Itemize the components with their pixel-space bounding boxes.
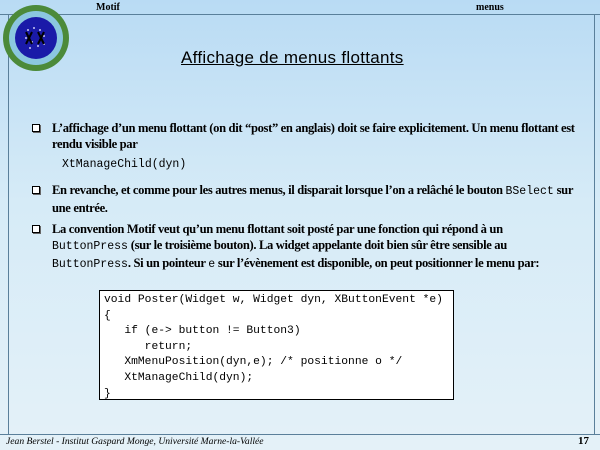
- bullet-2-text: [52, 182, 580, 216]
- logo-icon: [2, 4, 70, 72]
- left-margin-line: [8, 14, 9, 434]
- bullet-3-text-d: sur l’évènement est disponible, on peut positionner le menu par:: [215, 256, 540, 270]
- bullet-square-icon: [32, 124, 40, 132]
- footer-divider: [0, 434, 600, 435]
- code-block: [99, 290, 454, 400]
- footer-author: Jean Berstel - Institut Gaspard Monge, Université Marne-la-Vallée: [6, 436, 264, 447]
- bullet-3-text-c: . Si un pointeur: [127, 256, 209, 270]
- page-number: 17: [578, 435, 589, 447]
- bullet-2-text-a: En revanche, et comme pour les autres menus, il disparait lorsque l’on a relâché le bouton: [52, 183, 503, 197]
- bullet-3-text-a: La convention Motif veut qu’un menu flottant soit posté par une fonction qui répond à un: [52, 222, 503, 236]
- code-block-line: XmMenuPosition(dyn,e); /* positionne o */: [104, 356, 403, 369]
- code-block-line: XtManageChild(dyn);: [104, 371, 254, 384]
- bullet-2-code: BSelect: [505, 185, 554, 198]
- bullet-3-code-c: e: [208, 258, 216, 271]
- slide-title: Affichage de menus flottants: [181, 48, 404, 67]
- header-divider: [0, 14, 600, 15]
- bullet-3-code-b: ButtonPress: [52, 258, 128, 271]
- code-block-line: if (e-> button != Button3): [104, 325, 301, 338]
- right-margin-line: [594, 14, 595, 434]
- code-inline-line: XtManageChild(dyn): [62, 158, 187, 171]
- header-left: Motif: [96, 2, 120, 13]
- bullet-square-icon: [32, 225, 40, 233]
- bullet-3-code-a: ButtonPress: [52, 240, 128, 253]
- bullet-2: [32, 182, 580, 216]
- bullet-2-text-b: sur une entrée.: [52, 183, 573, 215]
- bullet-3-text-b: (sur le troisième bouton). La widget appelante doit bien sûr être sensible au: [127, 238, 507, 252]
- code-block-line: }: [104, 387, 111, 400]
- bullet-3: [32, 221, 580, 273]
- bullet-3-text: [52, 221, 580, 273]
- bullet-1: [32, 120, 580, 152]
- code-block-line: {: [104, 309, 111, 322]
- bullet-1-text: L’affichage d’un menu flottant (on dit “post” en anglais) doit se faire explicitement. Un menu flottant est rendu visible par: [52, 121, 575, 151]
- code-block-line: return;: [104, 340, 193, 353]
- header-right: menus: [476, 2, 504, 13]
- bullet-square-icon: [32, 186, 40, 194]
- code-block-line: void Poster(Widget w, Widget dyn, XButtonEvent *e): [104, 294, 443, 306]
